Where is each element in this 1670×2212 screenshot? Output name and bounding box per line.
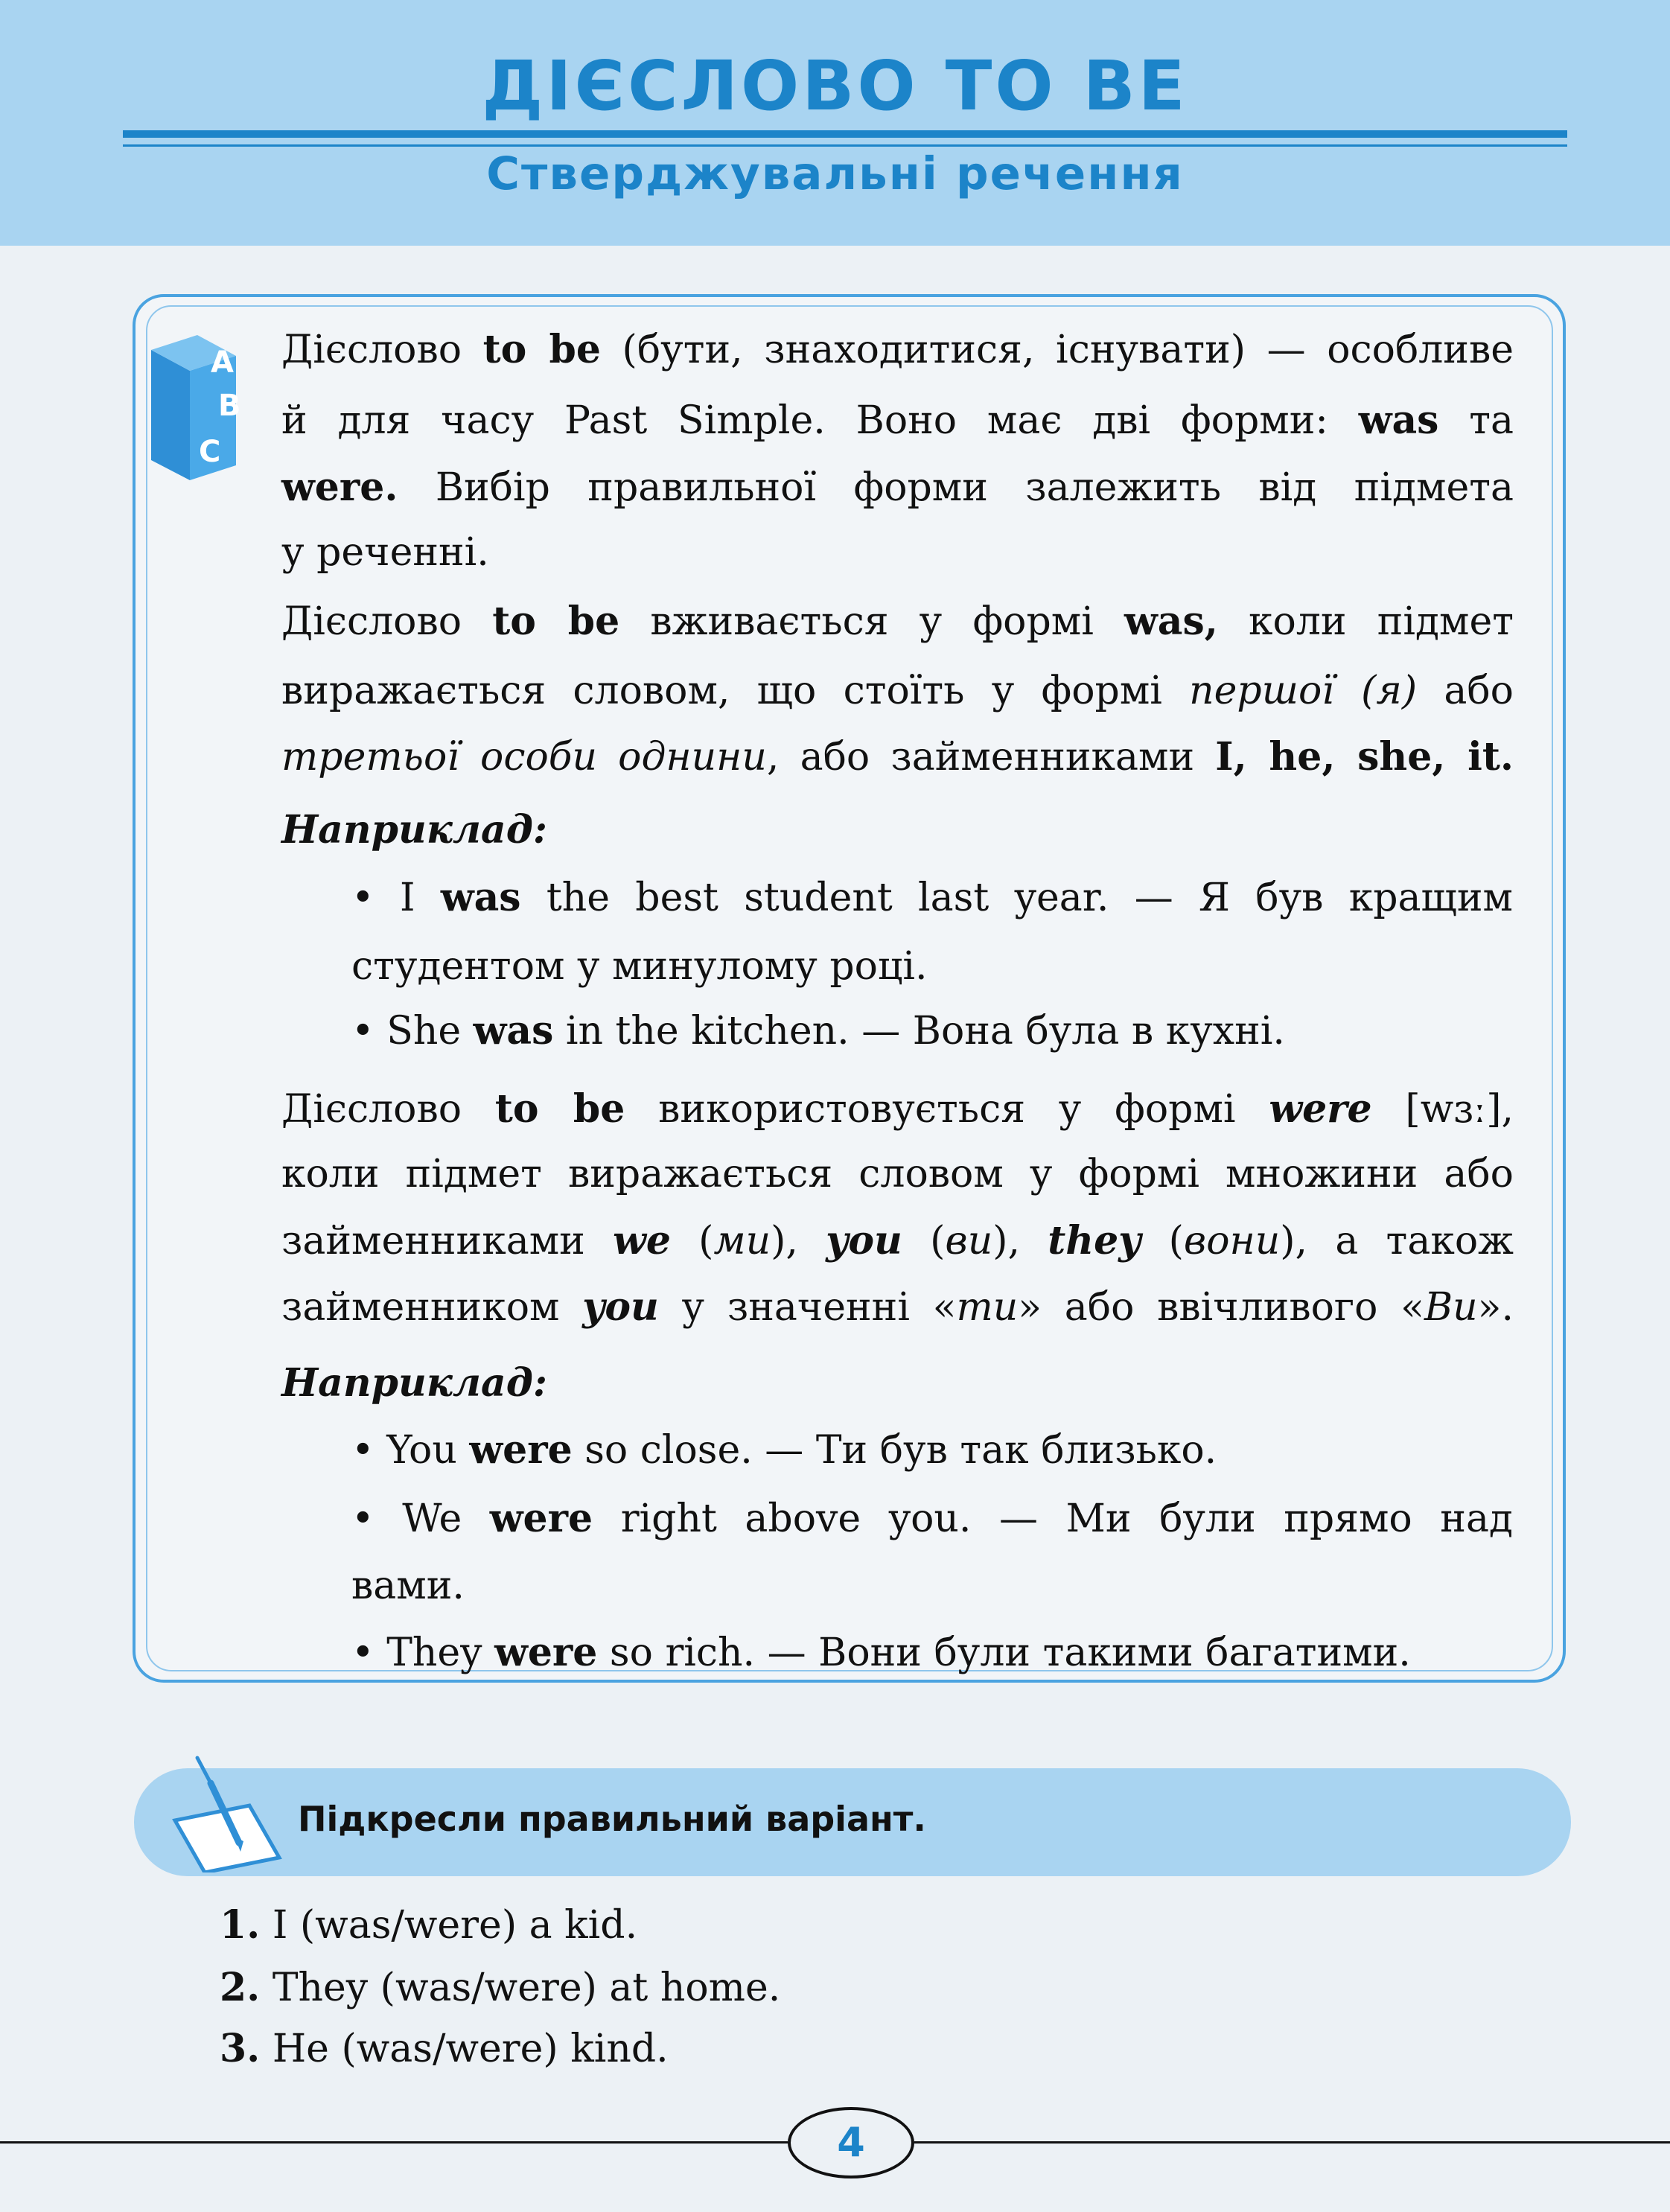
rule-p3-line2: коли підмет виражається словом у формі множини або xyxy=(281,1152,1514,1196)
abc-letter-c: C xyxy=(199,435,221,469)
example-1-line2: студентом у минулому році. xyxy=(351,944,928,989)
example-1-line1: • I was the best student last year. — Я був кращим xyxy=(351,875,1513,920)
title-underline-thin xyxy=(123,144,1567,147)
rule-p3-line1: Дієслово to be використовується у формі were [wɜː], xyxy=(281,1086,1514,1132)
rule-p2-line1: Дієслово to be вживається у формі was, коли підмет xyxy=(281,599,1514,644)
abc-book-icon xyxy=(145,328,249,484)
page-number-line-left xyxy=(0,2141,788,2144)
pencil-paper-icon xyxy=(168,1753,287,1872)
example-label-1: Наприклад: xyxy=(281,807,548,852)
abc-letter-a: A xyxy=(211,345,234,380)
rule-p1-line2: й для часу Past Simple. Воно має дві форми: was та xyxy=(281,398,1514,443)
title-underline xyxy=(123,130,1567,138)
abc-letter-b: B xyxy=(218,389,241,423)
example-3: • You were so close. — Ти був так близько. xyxy=(351,1427,1217,1473)
exercise-item-2: 2. They (was/were) at home. xyxy=(220,1965,781,2010)
example-5: • They were so rich. — Вони були такими багатими. xyxy=(351,1630,1411,1675)
rule-p2-line2: виражається словом, що стоїть у формі першої (я) або xyxy=(281,669,1514,713)
rule-p1-line4: у реченні. xyxy=(281,530,489,575)
task-instruction: Підкресли правильний варіант. xyxy=(298,1799,926,1839)
page-number-line-right xyxy=(914,2141,1670,2144)
rule-p1-line1: Дієслово to be (бути, знаходитися, існувати) — особливе xyxy=(281,327,1514,372)
exercise-item-3: 3. He (was/were) kind. xyxy=(220,2026,669,2071)
example-4-line1: • We were right above you. — Ми були прямо над xyxy=(351,1496,1513,1541)
example-4-line2: вами. xyxy=(351,1564,465,1608)
page-number: 4 xyxy=(788,2107,914,2178)
example-2: • She was in the kitchen. — Вона була в кухні. xyxy=(351,1008,1285,1054)
example-label-2: Наприклад: xyxy=(281,1360,548,1406)
rule-p2-line3: третьої особи однини, або займенниками I, he, she, it. xyxy=(281,734,1514,780)
rule-p1-line3: were. Вибір правильної форми залежить від підмета xyxy=(281,465,1514,510)
page-title: ДІЄСЛОВО TO BE xyxy=(482,46,1188,126)
exercise-item-1: 1. I (was/were) a kid. xyxy=(220,1902,638,1948)
page-subtitle: Стверджувальні речення xyxy=(486,147,1184,200)
rule-p3-line3: займенниками we (ми), you (ви), they (вони), а також xyxy=(281,1218,1514,1263)
rule-p3-line4: займенником you у значенні «ти» або ввічливого «Ви». xyxy=(281,1284,1514,1330)
